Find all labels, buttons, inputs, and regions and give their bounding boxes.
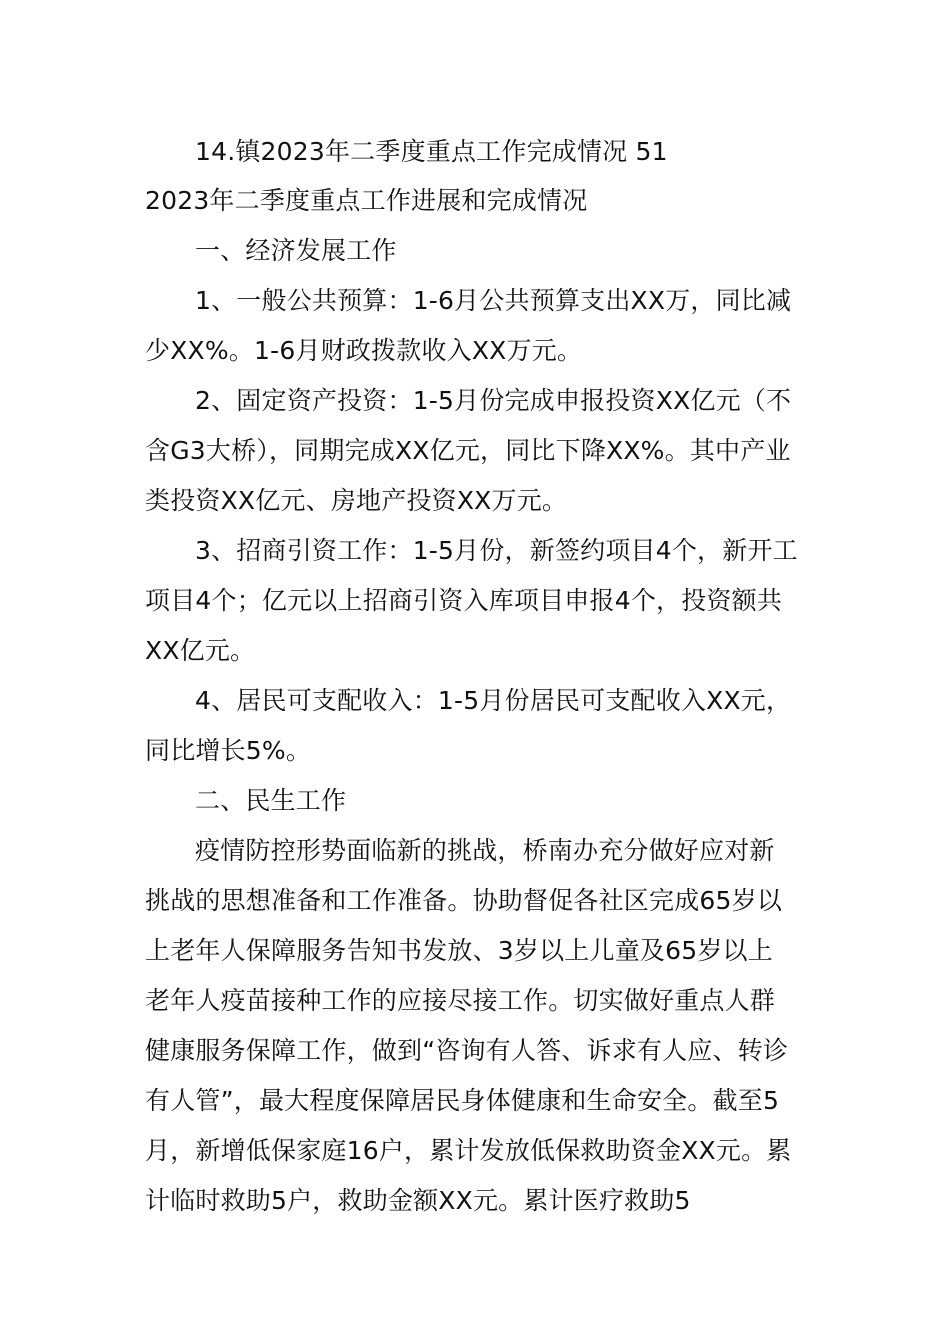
paragraph-line: 健康服务保障工作，做到“咨询有人答、诉求有人应、转诊 [145,1036,789,1065]
paragraph-line: 4、居民可支配收入：1-5月份居民可支配收入XX元， [195,686,792,715]
paragraph-line: 同比增长5%。 [145,736,312,765]
toc-entry: 14.镇2023年二季度重点工作完成情况 51 [195,137,668,166]
paragraph-line: 月，新增低保家庭16户，累计发放低保救助资金XX元。累 [145,1136,792,1165]
paragraph-line: 有人管”，最大程度保障居民身体健康和生命安全。截至5 [145,1086,780,1115]
paragraph-line: 2、固定资产投资：1-5月份完成申报投资XX亿元（不 [195,386,792,415]
paragraph-line: 3、招商引资工作：1-5月份，新签约项目4个，新开工 [195,536,798,565]
paragraph-line: XX亿元。 [145,636,256,665]
section-heading-livelihood: 二、民生工作 [195,786,347,815]
paragraph-line: 挑战的思想准备和工作准备。协助督促各社区完成65岁以 [145,886,783,915]
paragraph-line: 计临时救助5户，救助金额XX元。累计医疗救助5 [145,1186,691,1215]
paragraph-line: 含G3大桥），同期完成XX亿元，同比下降XX%。其中产业 [145,436,791,465]
paragraph-line: 疫情防控形势面临新的挑战，桥南办充分做好应对新 [195,836,775,865]
paragraph-line: 老年人疫苗接种工作的应接尽接工作。切实做好重点人群 [145,986,776,1015]
paragraph-line: 1、一般公共预算：1-6月公共预算支出XX万，同比减 [195,286,792,315]
section-heading-economy: 一、经济发展工作 [195,236,397,265]
paragraph-line: 少XX%。1-6月财政拨款收入XX万元。 [145,336,583,365]
paragraph-line: 类投资XX亿元、房地产投资XX万元。 [145,486,568,515]
paragraph-line: 项目4个；亿元以上招商引资入库项目申报4个，投资额共 [145,586,783,615]
paragraph-line: 上老年人保障服务告知书发放、3岁以上儿童及65岁以上 [145,936,773,965]
document-title: 2023年二季度重点工作进展和完成情况 [145,186,588,215]
